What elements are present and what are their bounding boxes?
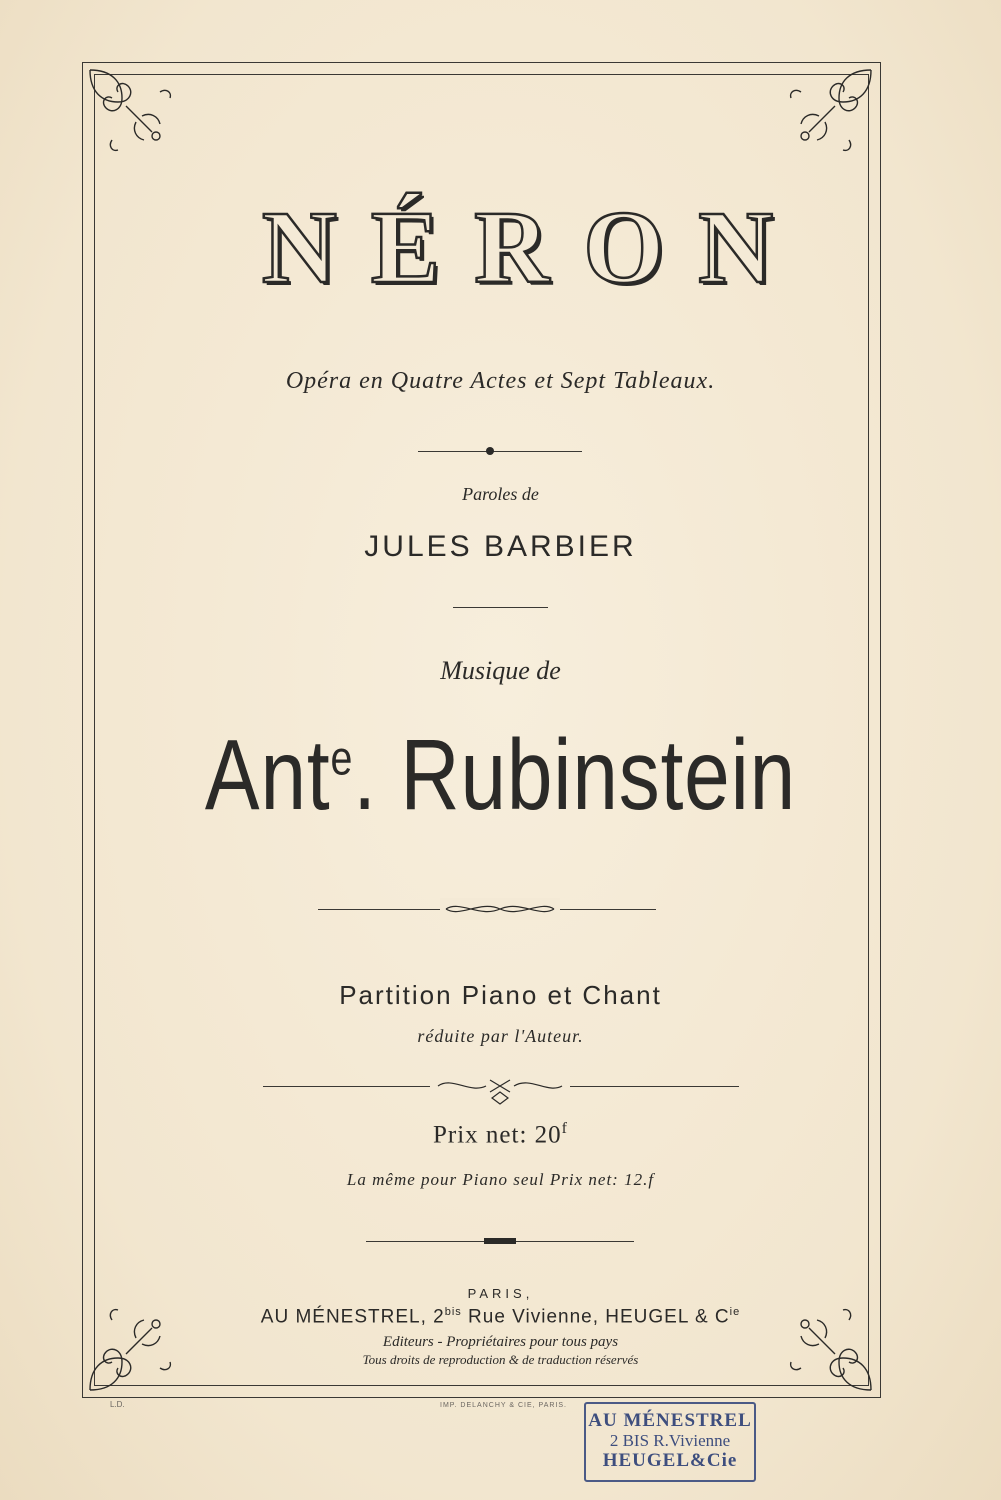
publisher-bis: bis [444, 1306, 462, 1318]
scroll-ornament [440, 898, 560, 920]
divider-rule [418, 451, 582, 452]
publisher-ie: ie [729, 1306, 741, 1318]
corner-ornament-top-right [769, 62, 879, 172]
engraver-mark: L.D. [110, 1400, 125, 1409]
price-label: Prix net: 20 [433, 1121, 562, 1149]
composer-label: Musique de [440, 656, 561, 685]
stamp-line-1: AU MÉNESTREL [588, 1410, 752, 1431]
divider-rule [453, 607, 548, 608]
scroll-ornament [430, 1074, 570, 1106]
opera-title: NÉRON [261, 190, 808, 305]
reproduction-rights: Tous droits de reproduction & de traduction réservés [362, 1352, 639, 1367]
publisher-address [0, 1306, 1001, 1328]
composer-name-prefix: Ant [204, 719, 331, 831]
lyricist-name: JULES BARBIER [364, 530, 637, 563]
publisher-line-b: Rue Vivienne, HEUGEL & C [461, 1306, 730, 1328]
price-unit: f [561, 1120, 568, 1137]
composer-name-superscript: e [330, 732, 354, 786]
publisher-line-a: AU MÉNESTREL, 2 [260, 1306, 445, 1328]
price-piano-solo: La même pour Piano seul Prix net: 12.f [346, 1170, 655, 1189]
divider-dot [486, 447, 494, 455]
composer-name: Ant$^e$. Rubinstein [204, 719, 797, 831]
price [0, 1120, 1001, 1149]
publisher-city: PARIS, [467, 1286, 534, 1301]
opera-subtitle: Opéra en Quatre Actes et Sept Tableaux. [285, 368, 716, 394]
divider-dash [484, 1238, 516, 1244]
edition-note: réduite par l'Auteur. [417, 1026, 584, 1046]
edition-title: Partition Piano et Chant [339, 980, 662, 1010]
publisher-rights: Editeurs - Propriétaires pour tous pays [382, 1334, 619, 1350]
corner-ornament-top-left [82, 62, 192, 172]
composer-name-rest: Rubinstein [400, 719, 797, 831]
lyricist-label: Paroles de [462, 484, 539, 504]
publisher-stamp [584, 1402, 756, 1482]
printer-imprint: IMP. DELANCHY & CIE, PARIS. [440, 1402, 567, 1409]
stamp-line-2: 2 BIS R.Vivienne [609, 1431, 731, 1450]
stamp-line-3: HEUGEL&Cie [602, 1450, 738, 1471]
